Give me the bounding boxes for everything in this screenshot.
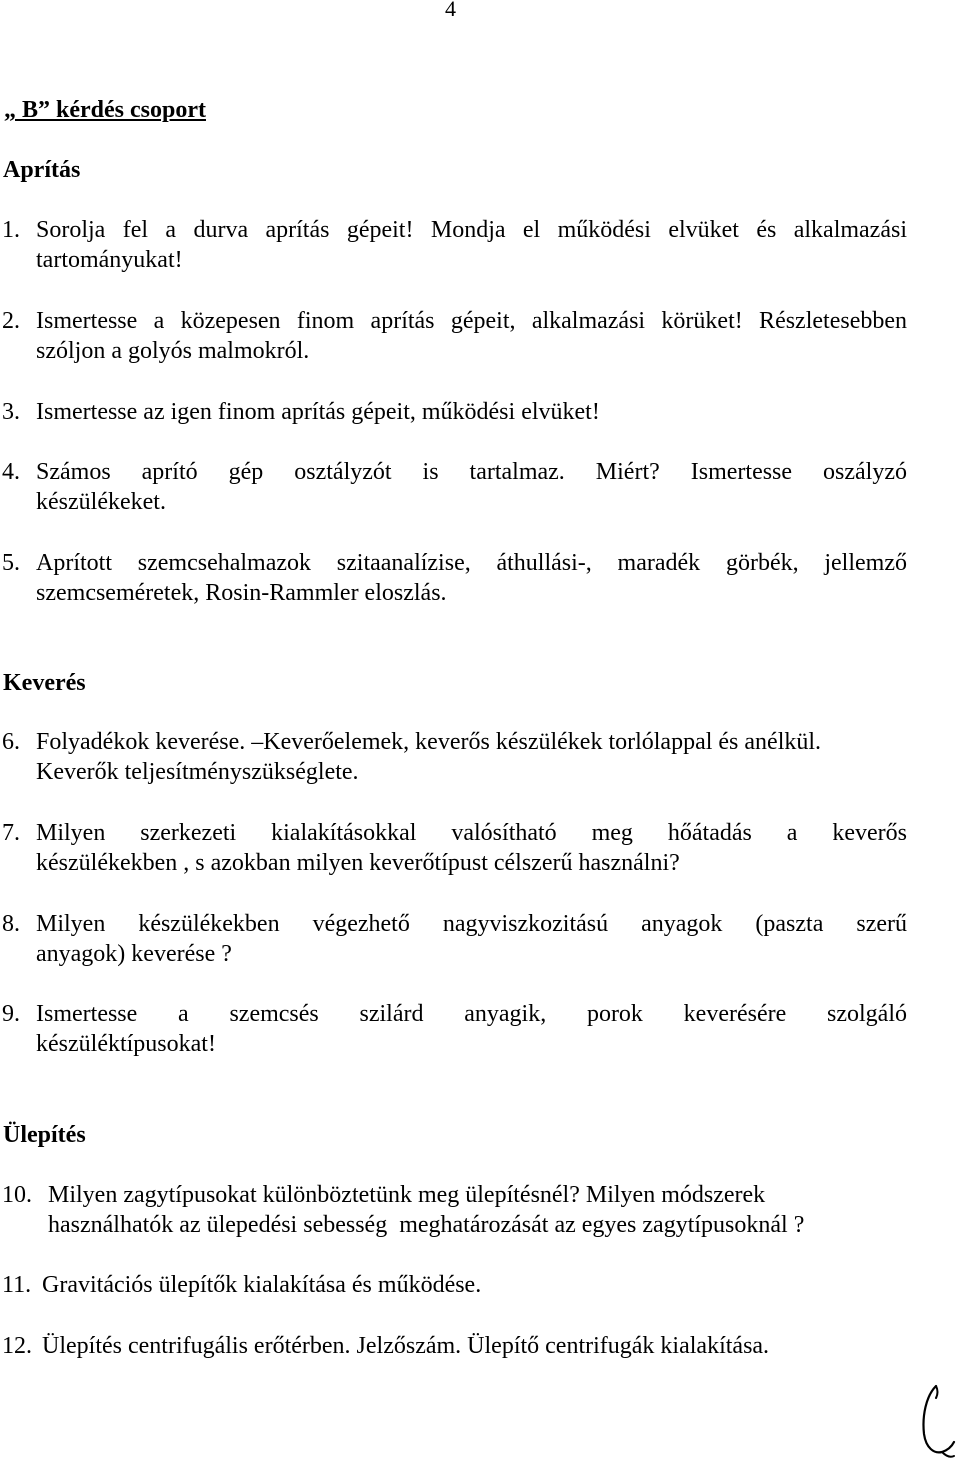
question-number: 12. — [2, 1333, 32, 1359]
question-line: készüléktípusokat! — [36, 1031, 216, 1057]
question-line: Milyen szerkezeti kialakításokkal valósítható meg hőátadás a keverős — [36, 820, 907, 846]
question-number: 9. — [2, 1001, 20, 1027]
handwritten-mark-icon — [920, 1382, 956, 1460]
section-title: Keverés — [3, 670, 86, 696]
question-item — [2, 548, 907, 606]
question-line: Ismertesse a szemcsés szilárd anyagik, porok keverésére szolgáló — [36, 1001, 907, 1027]
question-line: készülékeket. — [36, 489, 166, 515]
question-item — [2, 397, 907, 427]
question-number: 10. — [2, 1182, 32, 1208]
page-number: 4 — [445, 0, 456, 21]
question-line: Gravitációs ülepítők kialakítása és működése. — [42, 1272, 482, 1298]
question-line: anyagok) keverése ? — [36, 941, 232, 967]
question-number: 4. — [2, 459, 20, 485]
question-number: 11. — [2, 1272, 32, 1298]
question-number: 2. — [2, 308, 20, 334]
question-line: Aprított szemcsehalmazok szitaanalízise, áthullási-, maradék görbék, jellemző — [36, 550, 907, 576]
question-item — [2, 215, 907, 273]
question-line: szóljon a golyós malmokról. — [36, 338, 310, 364]
question-line: Ülepítés centrifugális erőtérben. Jelzőszám. Ülepítő centrifugák kialakítása. — [42, 1333, 770, 1359]
question-number: 5. — [2, 550, 20, 576]
question-number: 8. — [2, 911, 20, 937]
question-item — [2, 457, 907, 515]
question-line: szemcseméretek, Rosin-Rammler eloszlás. — [36, 580, 447, 606]
question-line: Ismertesse a közepesen finom aprítás gépeit, alkalmazási körüket! Részletesebben — [36, 308, 907, 334]
question-item — [2, 999, 907, 1057]
question-line: Sorolja fel a durva aprítás gépeit! Mondja el működési elvüket és alkalmazási — [36, 217, 907, 243]
section-title: Aprítás — [3, 157, 81, 183]
question-item — [2, 1270, 907, 1300]
question-line: Ismertesse az igen finom aprítás gépeit, működési elvüket! — [36, 399, 600, 425]
question-line: tartományukat! — [36, 247, 183, 273]
question-item — [2, 1331, 907, 1361]
question-line: Folyadékok keverése. –Keverőelemek, keverős készülékek torlólappal és anélkül. — [36, 729, 822, 755]
question-item — [2, 306, 907, 364]
group-title: „ B” kérdés csoport — [4, 97, 206, 123]
question-item — [2, 909, 907, 967]
question-number: 1. — [2, 217, 20, 243]
question-line: készülékekben , s azokban milyen keverőtípust célszerű használni? — [36, 850, 680, 876]
question-line: Milyen készülékekben végezhető nagyviszkozitású anyagok (paszta szerű — [36, 911, 907, 937]
question-line: Keverők teljesítményszükséglete. — [36, 759, 359, 785]
question-number: 3. — [2, 399, 20, 425]
question-number: 6. — [2, 729, 20, 755]
question-number: 7. — [2, 820, 20, 846]
question-line: Milyen zagytípusokat különböztetünk meg ülepítésnél? Milyen módszerek — [48, 1182, 766, 1208]
question-item — [2, 727, 907, 785]
question-item — [2, 1180, 907, 1238]
question-line: használhatók az ülepedési sebesség meghatározását az egyes zagytípusoknál ? — [48, 1212, 805, 1238]
section-title: Ülepítés — [3, 1122, 86, 1148]
question-line: Számos aprító gép osztályzót is tartalmaz. Miért? Ismertesse oszályzó — [36, 459, 907, 485]
question-item — [2, 818, 907, 876]
